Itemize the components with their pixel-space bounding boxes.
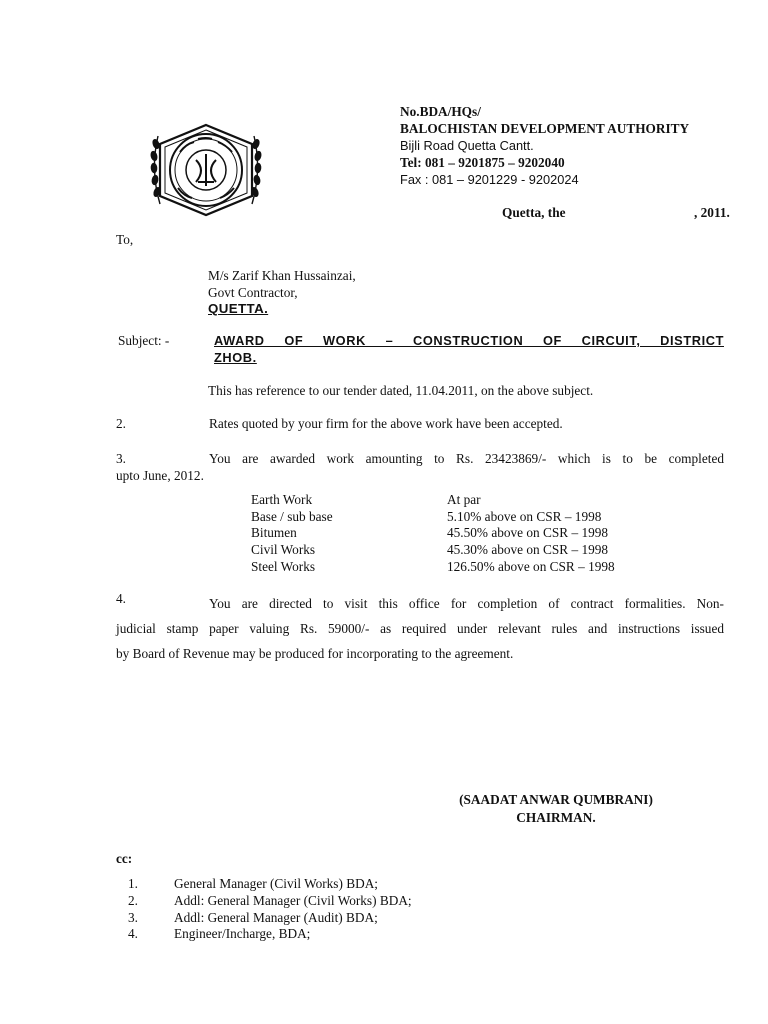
- cc-recipient: General Manager (Civil Works) BDA;: [174, 876, 378, 891]
- rate-row: [251, 559, 615, 576]
- cc-recipient: Addl: General Manager (Audit) BDA;: [174, 909, 378, 925]
- cc-number: 3.: [128, 909, 138, 925]
- list-item: [128, 910, 412, 927]
- date-year: , 2011.: [694, 205, 730, 220]
- subject-line-2: ZHOB.: [214, 350, 257, 365]
- to-label: To,: [116, 232, 134, 247]
- letterhead-block: [400, 104, 689, 189]
- rate-item: Civil Works: [251, 542, 316, 558]
- rate-item: Bitumen: [251, 525, 297, 541]
- recipient-title: Govt Contractor,: [208, 284, 298, 300]
- paragraph-4-number: 4.: [116, 591, 126, 606]
- list-item: [128, 876, 412, 893]
- fax-line: Fax : 081 – 9201229 - 9202024: [400, 172, 579, 187]
- rate-row: [251, 509, 615, 526]
- paragraph-3-text: [116, 451, 724, 484]
- organization-address: Bijli Road Quetta Cantt.: [400, 138, 534, 153]
- list-item: [128, 926, 412, 943]
- reference-number: No.BDA/HQs/: [400, 104, 481, 119]
- cc-number: 2.: [128, 892, 138, 908]
- rate-item: Steel Works: [251, 558, 316, 574]
- paragraph-3-line-2: upto June, 2012.: [116, 467, 204, 483]
- organization-name: BALOCHISTAN DEVELOPMENT AUTHORITY: [400, 121, 690, 136]
- rates-table: [251, 492, 615, 575]
- paragraph-3-number: 3.: [116, 451, 126, 466]
- rate-value: 45.50% above on CSR – 1998: [447, 525, 609, 541]
- paragraph-2-number: 2.: [116, 416, 126, 431]
- recipient-name: M/s Zarif Khan Hussainzai,: [208, 268, 356, 283]
- rate-row: [251, 542, 615, 559]
- paragraph-4-text: [116, 591, 724, 666]
- rate-item: Earth Work: [251, 492, 313, 507]
- date-line: [502, 205, 738, 222]
- rate-value: 45.30% above on CSR – 1998: [447, 542, 609, 558]
- paragraph-4-line-1: You are directed to visit this office for completion of contract formalities. Non-: [209, 596, 724, 611]
- list-item: [128, 893, 412, 910]
- signature-block: [438, 792, 674, 828]
- paragraph-4-line-2: judicial stamp paper valuing Rs. 59000/- as required under relevant rules and instructions issued: [116, 621, 724, 636]
- signatory-name: (SAADAT ANWAR QUMBRANI): [459, 792, 653, 807]
- bda-emblem-icon: [148, 122, 264, 218]
- paragraph-2-text: Rates quoted by your firm for the above work have been accepted.: [209, 416, 563, 431]
- recipient-address: [208, 268, 356, 318]
- cc-recipient: Addl: General Manager (Civil Works) BDA;: [174, 892, 412, 908]
- paragraph-4-line-3: by Board of Revenue may be produced for incorporating to the agreement.: [116, 646, 514, 661]
- rate-row: [251, 492, 615, 509]
- recipient-city: QUETTA.: [208, 301, 269, 316]
- subject-line-1: AWARD OF WORK – CONSTRUCTION OF CIRCUIT, DISTRICT: [214, 333, 724, 348]
- paragraph-3-line-1: You are awarded work amounting to Rs. 23423869/- which is to be completed: [209, 451, 724, 466]
- subject-text: [214, 332, 724, 366]
- rate-row: [251, 525, 615, 542]
- cc-label: cc:: [116, 851, 133, 866]
- rate-item: Base / sub base: [251, 508, 333, 524]
- cc-number: 1.: [128, 876, 138, 891]
- rate-value: At par: [447, 492, 481, 507]
- cc-list: [128, 876, 412, 943]
- rate-value: 5.10% above on CSR – 1998: [447, 508, 602, 524]
- cc-recipient: Engineer/Incharge, BDA;: [174, 926, 311, 942]
- rate-value: 126.50% above on CSR – 1998: [447, 558, 615, 574]
- subject-label: Subject: -: [118, 333, 170, 348]
- reference-paragraph: This has reference to our tender dated, 11.04.2011, on the above subject.: [208, 383, 594, 398]
- signatory-designation: CHAIRMAN.: [516, 810, 596, 825]
- cc-number: 4.: [128, 926, 138, 942]
- telephone-line: Tel: 081 – 9201875 – 9202040: [400, 155, 565, 170]
- date-prefix: Quetta, the: [502, 205, 566, 220]
